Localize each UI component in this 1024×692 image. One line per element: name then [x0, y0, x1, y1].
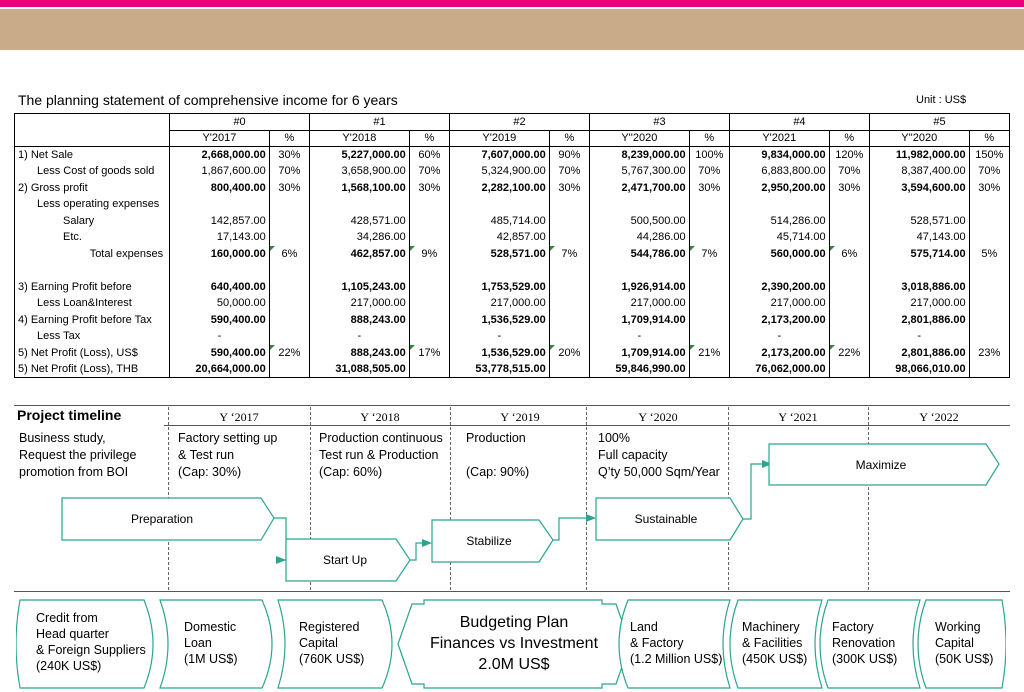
connector-arrowhead	[422, 539, 432, 547]
row-label: 2) Gross profit	[15, 180, 170, 197]
percent-cell: 30%	[549, 180, 589, 197]
percent-cell	[829, 229, 869, 246]
period-year: Y''2020	[589, 130, 689, 147]
value-cell: 9,834,000.00	[729, 147, 829, 164]
value-cell: 217,000.00	[869, 295, 969, 312]
percent-cell	[409, 262, 449, 279]
value-cell	[729, 196, 829, 213]
value-cell: -	[869, 328, 969, 345]
percent-cell	[969, 312, 1009, 329]
period-number: #3	[589, 114, 729, 131]
budget-working-capital: Working Capital (50K US$)	[935, 620, 994, 666]
percent-cell	[269, 312, 309, 329]
connector-stabilize-sustainable	[553, 518, 590, 540]
budget-credit: Credit from Head quarter & Foreign Suppliers (240K US$)	[36, 611, 146, 673]
table-row	[15, 262, 1010, 279]
stage-label: Stabilize	[466, 534, 512, 548]
percent-cell: 5%	[969, 246, 1009, 263]
timeline-note: Business study, Request the privilege promotion from BOI	[19, 431, 137, 479]
percent-cell	[269, 295, 309, 312]
row-label: 5) Net Profit (Loss), THB	[15, 361, 170, 378]
stage-label: Sustainable	[634, 512, 698, 526]
table-row	[15, 328, 1010, 345]
row-label: Less Cost of goods sold	[15, 163, 170, 180]
table-row	[15, 180, 1010, 197]
percent-cell	[969, 328, 1009, 345]
percent-cell: 6%	[269, 246, 309, 263]
value-cell: 1,568,100.00	[310, 180, 410, 197]
percent-cell	[689, 196, 729, 213]
cell-comment-marker	[830, 345, 835, 350]
timeline-note: Production continuous Test run & Production (Cap: 60%)	[319, 431, 443, 479]
cell-comment-marker	[690, 246, 695, 251]
cell-comment-marker	[410, 246, 415, 251]
value-cell: 5,324,900.00	[450, 163, 550, 180]
row-label: 3) Earning Profit before	[15, 279, 170, 296]
percent-cell: 9%	[409, 246, 449, 263]
value-cell: 485,714.00	[450, 213, 550, 230]
value-cell: 8,239,000.00	[589, 147, 689, 164]
value-cell: 59,846,990.00	[589, 361, 689, 378]
percent-cell: 23%	[969, 345, 1009, 362]
value-cell: 217,000.00	[450, 295, 550, 312]
value-cell: 76,062,000.00	[729, 361, 829, 378]
value-cell: 142,857.00	[170, 213, 270, 230]
value-cell: 53,778,515.00	[450, 361, 550, 378]
percent-cell	[969, 295, 1009, 312]
period-number: #2	[450, 114, 590, 131]
timeline-year: Y ‘2021	[778, 410, 818, 424]
value-cell: 462,857.00	[310, 246, 410, 263]
timeline-note: Factory setting up & Test run (Cap: 30%)	[178, 431, 278, 479]
cell-comment-marker	[550, 345, 555, 350]
timeline-year: Y ‘2020	[638, 410, 678, 424]
row-label: Salary	[15, 213, 170, 230]
value-cell	[589, 262, 689, 279]
value-cell: 528,571.00	[869, 213, 969, 230]
percent-cell	[549, 328, 589, 345]
percent-cell: 60%	[409, 147, 449, 164]
timeline-year: Y ‘2018	[360, 410, 400, 424]
percent-cell: 20%	[549, 345, 589, 362]
table-row	[15, 246, 1010, 263]
value-cell: 560,000.00	[729, 246, 829, 263]
percent-cell	[409, 328, 449, 345]
percent-cell: 17%	[409, 345, 449, 362]
value-cell: 20,664,000.00	[170, 361, 270, 378]
percent-cell	[969, 196, 1009, 213]
value-cell: 17,143.00	[170, 229, 270, 246]
period-percent-header: %	[409, 130, 449, 147]
value-cell: 800,400.00	[170, 180, 270, 197]
percent-cell: 70%	[409, 163, 449, 180]
timeline-year: Y ‘2017	[219, 410, 259, 424]
value-cell: 640,400.00	[170, 279, 270, 296]
value-cell: 1,536,529.00	[450, 345, 550, 362]
table-row	[15, 295, 1010, 312]
percent-cell	[969, 361, 1009, 378]
value-cell: 1,709,914.00	[589, 312, 689, 329]
value-cell: 500,500.00	[589, 213, 689, 230]
value-cell: 528,571.00	[450, 246, 550, 263]
percent-cell: 21%	[689, 345, 729, 362]
connector-sustainable-maximize	[743, 464, 766, 519]
value-cell: 217,000.00	[589, 295, 689, 312]
percent-cell: 100%	[689, 147, 729, 164]
stage-label: Start Up	[322, 553, 367, 567]
percent-cell	[689, 328, 729, 345]
cell-comment-marker	[550, 246, 555, 251]
timeline-bottom-rule	[14, 591, 1010, 592]
row-label: Less operating expenses	[15, 196, 170, 213]
value-cell: 5,767,300.00	[589, 163, 689, 180]
stage-startup	[286, 539, 404, 581]
table-row	[15, 213, 1010, 230]
percent-cell	[269, 213, 309, 230]
table-row	[15, 279, 1010, 296]
connector-arrowhead	[586, 514, 596, 522]
percent-cell: 120%	[829, 147, 869, 164]
connector-arrowhead	[276, 556, 286, 564]
percent-cell	[549, 262, 589, 279]
table-row	[15, 345, 1010, 362]
percent-cell: 70%	[269, 163, 309, 180]
value-cell: 2,950,200.00	[729, 180, 829, 197]
table-row	[15, 361, 1010, 378]
value-cell: 1,753,529.00	[450, 279, 550, 296]
table-title: The planning statement of comprehensive income for 6 years	[18, 92, 398, 108]
percent-cell: 30%	[969, 180, 1009, 197]
period-year: Y'2021	[729, 130, 829, 147]
percent-cell	[689, 262, 729, 279]
value-cell: 34,286.00	[310, 229, 410, 246]
value-cell: 2,173,200.00	[729, 345, 829, 362]
stage-stabilize	[432, 520, 546, 562]
value-cell	[170, 196, 270, 213]
value-cell: 3,018,886.00	[869, 279, 969, 296]
percent-cell	[269, 361, 309, 378]
value-cell: 544,786.00	[589, 246, 689, 263]
value-cell	[310, 262, 410, 279]
value-cell: -	[310, 328, 410, 345]
percent-cell	[409, 279, 449, 296]
value-cell	[589, 196, 689, 213]
percent-cell	[829, 279, 869, 296]
percent-cell	[409, 196, 449, 213]
row-label: Less Tax	[15, 328, 170, 345]
table-row	[15, 196, 1010, 213]
percent-cell	[409, 229, 449, 246]
percent-cell	[269, 328, 309, 345]
project-timeline	[14, 405, 1010, 592]
value-cell: 160,000.00	[170, 246, 270, 263]
row-label: Total expenses	[15, 246, 170, 263]
percent-cell: 22%	[829, 345, 869, 362]
percent-cell	[829, 213, 869, 230]
value-cell: 1,867,600.00	[170, 163, 270, 180]
cell-comment-marker	[410, 345, 415, 350]
connector-preparation-startup	[274, 518, 286, 560]
value-cell: 2,390,200.00	[729, 279, 829, 296]
value-cell: 1,105,243.00	[310, 279, 410, 296]
percent-cell: 22%	[269, 345, 309, 362]
value-cell: 45,714.00	[729, 229, 829, 246]
value-cell	[729, 262, 829, 279]
percent-cell: 70%	[969, 163, 1009, 180]
percent-cell	[689, 213, 729, 230]
value-cell	[450, 262, 550, 279]
row-label: Less Loan&Interest	[15, 295, 170, 312]
percent-cell	[689, 361, 729, 378]
percent-cell	[689, 279, 729, 296]
timeline-year: Y ‘2019	[500, 410, 540, 424]
percent-cell	[269, 279, 309, 296]
table-row	[15, 163, 1010, 180]
period-percent-header: %	[689, 130, 729, 147]
value-cell: -	[450, 328, 550, 345]
value-cell: 217,000.00	[729, 295, 829, 312]
timeline-note: 100% Full capacity Q’ty 50,000 Sqm/Year	[598, 431, 720, 479]
value-cell: 2,801,886.00	[869, 312, 969, 329]
percent-cell: 7%	[549, 246, 589, 263]
value-cell	[450, 196, 550, 213]
period-percent-header: %	[829, 130, 869, 147]
stage-maximize	[769, 444, 993, 485]
percent-cell	[549, 312, 589, 329]
percent-cell	[409, 361, 449, 378]
percent-cell: 30%	[829, 180, 869, 197]
stage-label: Preparation	[130, 512, 194, 526]
percent-cell: 30%	[409, 180, 449, 197]
percent-cell	[549, 196, 589, 213]
value-cell: 7,607,000.00	[450, 147, 550, 164]
period-number: #1	[310, 114, 450, 131]
value-cell: 47,143.00	[869, 229, 969, 246]
value-cell: 8,387,400.00	[869, 163, 969, 180]
value-cell: 428,571.00	[310, 213, 410, 230]
percent-cell	[409, 312, 449, 329]
cell-comment-marker	[690, 345, 695, 350]
value-cell: 888,243.00	[310, 312, 410, 329]
budget-machinery: Machinery & Facilities (450K US$)	[742, 620, 808, 666]
percent-cell: 30%	[269, 147, 309, 164]
percent-cell: 6%	[829, 246, 869, 263]
period-year: Y'2019	[450, 130, 550, 147]
percent-cell	[549, 361, 589, 378]
period-percent-header: %	[969, 130, 1009, 147]
percent-cell	[549, 279, 589, 296]
stage-label: Maximize	[855, 457, 907, 472]
percent-cell	[829, 262, 869, 279]
value-cell: 42,857.00	[450, 229, 550, 246]
percent-cell	[829, 295, 869, 312]
header-accent-bar	[0, 0, 1024, 7]
value-cell: 217,000.00	[310, 295, 410, 312]
percent-cell	[969, 213, 1009, 230]
percent-cell	[689, 229, 729, 246]
period-percent-header: %	[269, 130, 309, 147]
value-cell: 11,982,000.00	[869, 147, 969, 164]
value-cell: 31,088,505.00	[310, 361, 410, 378]
table-row	[15, 229, 1010, 246]
percent-cell	[969, 262, 1009, 279]
value-cell: 2,471,700.00	[589, 180, 689, 197]
value-cell	[170, 262, 270, 279]
percent-cell	[969, 279, 1009, 296]
value-cell: 1,536,529.00	[450, 312, 550, 329]
budget-renovation: Factory Renovation (300K US$)	[832, 620, 898, 666]
percent-cell	[829, 328, 869, 345]
budget-registered-capital: Registered Capital (760K US$)	[299, 620, 365, 666]
value-cell: 3,594,600.00	[869, 180, 969, 197]
percent-cell: 70%	[689, 163, 729, 180]
percent-cell	[269, 196, 309, 213]
table-row	[15, 312, 1010, 329]
period-percent-header: %	[549, 130, 589, 147]
value-cell: 514,286.00	[729, 213, 829, 230]
budget-domestic-loan: Domestic Loan (1M US$)	[184, 620, 238, 666]
budget-center-title: Budgeting Plan Finances vs Investment 2.0M US$	[429, 614, 599, 673]
value-cell: -	[589, 328, 689, 345]
percent-cell	[409, 213, 449, 230]
stage-sustainable	[596, 498, 736, 540]
row-label: Etc.	[15, 229, 170, 246]
header-corner	[15, 114, 170, 147]
value-cell: 590,400.00	[170, 345, 270, 362]
percent-cell	[549, 213, 589, 230]
table-unit: Unit : US$	[916, 94, 967, 106]
percent-cell: 70%	[829, 163, 869, 180]
timeline-title: Project timeline	[17, 407, 122, 423]
header-band	[0, 9, 1024, 50]
period-year: Y''2020	[869, 130, 969, 147]
percent-cell	[409, 295, 449, 312]
value-cell: 2,801,886.00	[869, 345, 969, 362]
value-cell	[869, 196, 969, 213]
percent-cell	[269, 262, 309, 279]
value-cell: 1,709,914.00	[589, 345, 689, 362]
timeline-note: Production (Cap: 90%)	[466, 431, 530, 479]
income-table	[14, 113, 1010, 378]
value-cell: 50,000.00	[170, 295, 270, 312]
row-label: 5) Net Profit (Loss), US$	[15, 345, 170, 362]
value-cell: 888,243.00	[310, 345, 410, 362]
value-cell: 44,286.00	[589, 229, 689, 246]
value-cell: 2,668,000.00	[170, 147, 270, 164]
value-cell: 575,714.00	[869, 246, 969, 263]
budget-plan	[16, 598, 1006, 690]
cell-comment-marker	[270, 246, 275, 251]
table-row	[15, 147, 1010, 164]
period-number: #4	[729, 114, 869, 131]
value-cell	[310, 196, 410, 213]
stage-preparation	[62, 498, 262, 540]
percent-cell	[549, 295, 589, 312]
value-cell: 3,658,900.00	[310, 163, 410, 180]
percent-cell: 90%	[549, 147, 589, 164]
percent-cell	[689, 312, 729, 329]
percent-cell	[829, 196, 869, 213]
budget-land-factory: Land & Factory (1.2 Million US$)	[630, 620, 723, 666]
value-cell: 6,883,800.00	[729, 163, 829, 180]
percent-cell: 30%	[269, 180, 309, 197]
percent-cell	[969, 229, 1009, 246]
percent-cell	[829, 312, 869, 329]
value-cell: 2,282,100.00	[450, 180, 550, 197]
period-year: Y'2018	[310, 130, 410, 147]
value-cell: 98,066,010.00	[869, 361, 969, 378]
percent-cell: 30%	[689, 180, 729, 197]
value-cell: 2,173,200.00	[729, 312, 829, 329]
percent-cell	[269, 229, 309, 246]
value-cell: 1,926,914.00	[589, 279, 689, 296]
value-cell: -	[729, 328, 829, 345]
timeline-year: Y ‘2022	[919, 410, 959, 424]
percent-cell: 150%	[969, 147, 1009, 164]
value-cell	[869, 262, 969, 279]
value-cell: 5,227,000.00	[310, 147, 410, 164]
value-cell: 590,400.00	[170, 312, 270, 329]
row-label: 4) Earning Profit before Tax	[15, 312, 170, 329]
cell-comment-marker	[270, 345, 275, 350]
period-number: #5	[869, 114, 1009, 131]
cell-comment-marker	[830, 246, 835, 251]
percent-cell	[829, 361, 869, 378]
percent-cell	[549, 229, 589, 246]
period-year: Y'2017	[170, 130, 270, 147]
value-cell: -	[170, 328, 270, 345]
period-number: #0	[170, 114, 310, 131]
row-label: 1) Net Sale	[15, 147, 170, 164]
percent-cell: 7%	[689, 246, 729, 263]
percent-cell: 70%	[549, 163, 589, 180]
row-label	[15, 262, 170, 279]
percent-cell	[689, 295, 729, 312]
